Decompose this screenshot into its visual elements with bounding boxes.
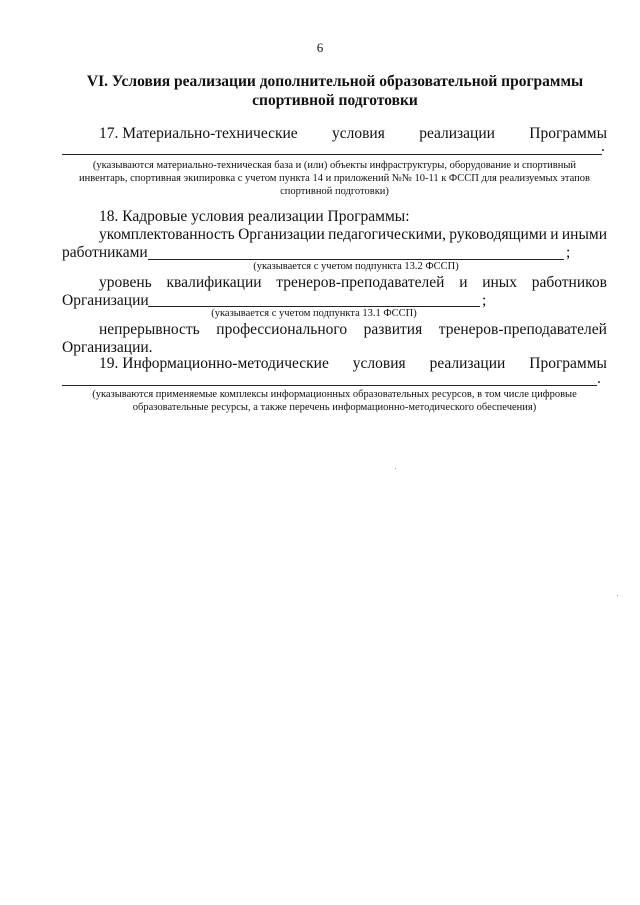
item-19-fill-line bbox=[62, 385, 597, 386]
staffing-word: Организации bbox=[238, 226, 325, 243]
item-17-hint-line: (указываются материально-техническая база и (или) объекты инфраструктуры, оборудование и спортивный bbox=[92, 160, 577, 171]
staffing-word: иными bbox=[561, 226, 607, 243]
staffing-line bbox=[99, 226, 607, 244]
qualification-word: квалификации bbox=[166, 274, 262, 291]
item-17-word: условия bbox=[332, 125, 385, 142]
item-19-end-punct: . bbox=[597, 370, 601, 387]
qualification-continuation-text: Организации bbox=[62, 292, 149, 309]
staffing-word: и bbox=[550, 226, 559, 243]
continuity-word: профессионального bbox=[216, 321, 348, 338]
qualification-word: тренеров-преподавателей bbox=[276, 274, 445, 291]
item-19-word: условия bbox=[352, 355, 406, 372]
item-19-word: реализации bbox=[429, 355, 506, 372]
page-number: 6 bbox=[316, 40, 324, 55]
item-17-hint-line: спортивной подготовки) bbox=[280, 186, 389, 197]
continuity-continuation: Организации. bbox=[62, 339, 153, 356]
staffing-word: руководящими bbox=[449, 226, 547, 243]
qualification-word: работников bbox=[531, 274, 607, 291]
qualification-line bbox=[99, 274, 607, 292]
item-17-fill-line bbox=[62, 154, 602, 155]
item-18-heading: 18. Кадровые условия реализации Программы: bbox=[99, 208, 410, 225]
staffing-continuation-text: работниками bbox=[62, 244, 148, 261]
item-17-word: Программы bbox=[529, 125, 607, 142]
continuity-word: непрерывность bbox=[99, 321, 200, 338]
item-19-hint bbox=[62, 388, 607, 414]
item-17-hint bbox=[62, 159, 607, 198]
section-title bbox=[70, 72, 600, 110]
staffing-punct: ; bbox=[566, 244, 571, 261]
item-19-hint-line: образовательные ресурсы, а также перечень информационно-методического обеспечения) bbox=[132, 402, 537, 413]
qualification-punct: ; bbox=[482, 292, 487, 309]
item-19-word: 19. Информационно-методические bbox=[99, 355, 329, 372]
continuity-word: тренеров-преподавателей bbox=[438, 321, 607, 338]
staffing-word: укомплектованность bbox=[99, 226, 235, 243]
item-17-word: 17. Материально-технические bbox=[99, 125, 298, 142]
qualification-word: иных bbox=[482, 274, 517, 291]
scan-speck bbox=[395, 468, 396, 469]
qualification-word: уровень bbox=[99, 274, 152, 291]
item-19-line bbox=[99, 355, 607, 373]
qualification-word: и bbox=[459, 274, 468, 291]
section-title-line-1: VI. Условия реализации дополнительной образовательной программы bbox=[86, 73, 584, 90]
section-title-line-2: спортивной подготовки bbox=[252, 92, 418, 109]
staffing-word: педагогическими, bbox=[328, 226, 446, 243]
continuity-line bbox=[99, 321, 607, 339]
item-17-hint-line: инвентарь, спортивная экипировка с учетом пункта 14 и приложений №№ 10-11 к ФССП для реализуемых этапов bbox=[79, 173, 590, 184]
item-17-end-punct: . bbox=[601, 138, 605, 155]
scan-speck bbox=[617, 595, 618, 596]
qualification-hint: (указывается с учетом подпункта 13.1 ФССП) bbox=[211, 308, 417, 319]
item-19-hint-line: (указываются применяемые комплексы информационных образовательных ресурсов, в том числе цифровые bbox=[92, 389, 577, 400]
item-17-line bbox=[99, 125, 607, 143]
staffing-hint: (указывается с учетом подпункта 13.2 ФССП) bbox=[253, 261, 459, 272]
continuity-word: развития bbox=[363, 321, 423, 338]
item-17-word: реализации bbox=[419, 125, 495, 142]
item-19-word: Программы bbox=[529, 355, 607, 372]
